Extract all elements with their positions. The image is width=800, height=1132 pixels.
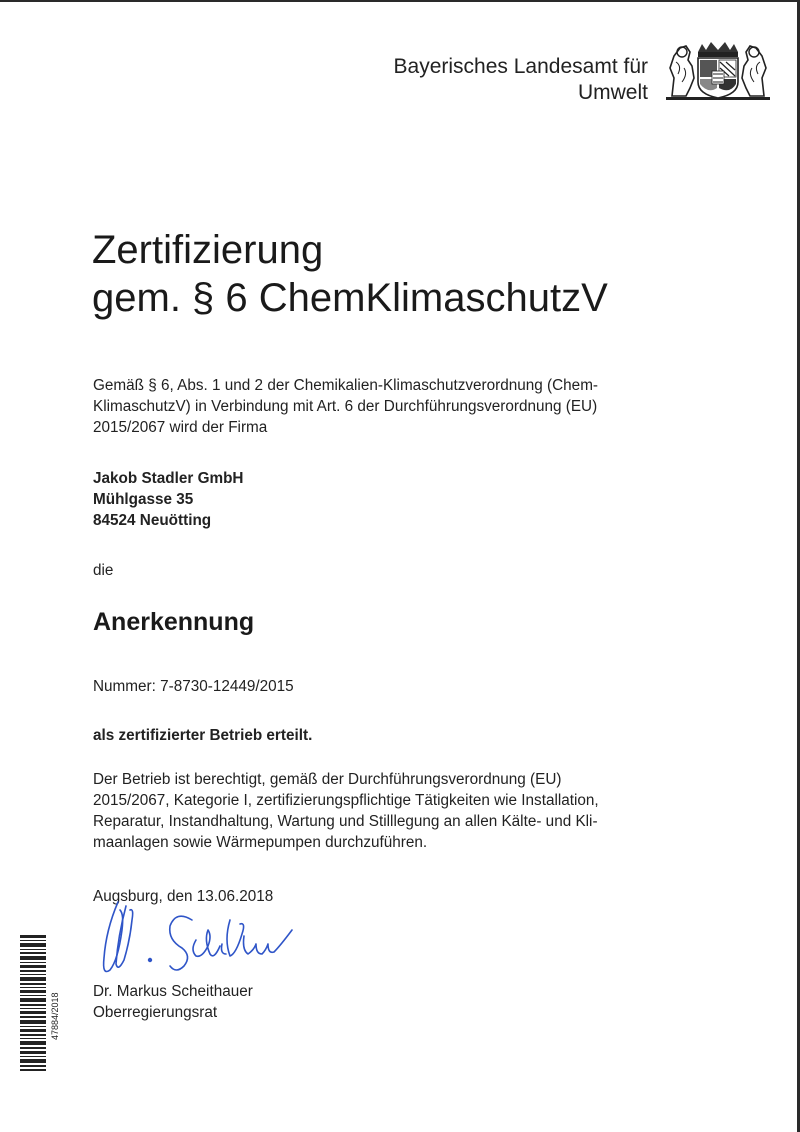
barcode-number: 47884/2018	[50, 992, 60, 1040]
company-name: Jakob Stadler GmbH	[93, 470, 244, 487]
title-line-1: Zertifizierung	[92, 228, 324, 272]
paragraph-line: Der Betrieb ist berechtigt, gemäß der Durchführungsverordnung (EU)	[93, 771, 562, 788]
paragraph-line: Reparatur, Instandhaltung, Wartung und Stilllegung an allen Kälte- und Kli-	[93, 813, 598, 830]
granted-statement: als zertifizierter Betrieb erteilt.	[93, 727, 313, 744]
authority-line-2: Umwelt	[577, 81, 648, 104]
permission-paragraph	[93, 769, 599, 853]
handwritten-signature-icon	[96, 900, 296, 982]
paragraph-line: Gemäß § 6, Abs. 1 und 2 der Chemikalien-Klimaschutzverordnung (Chem-	[93, 377, 599, 394]
document-title	[92, 226, 608, 322]
coat-of-arms-icon	[664, 38, 772, 102]
company-city: 84524 Neuötting	[93, 512, 212, 529]
authority-line-1: Bayerisches Landesamt für	[393, 55, 648, 78]
legal-basis-paragraph	[93, 375, 598, 438]
issuing-authority	[394, 54, 648, 106]
scan-border-top	[0, 0, 800, 2]
article-text: die	[93, 562, 114, 579]
recognition-heading: Anerkennung	[93, 608, 255, 636]
paragraph-line: maanlagen sowie Wärmepumpen durchzuführen.	[93, 834, 428, 851]
paragraph-line: KlimaschutzV) in Verbindung mit Art. 6 der Durchführungsverordnung (EU)	[93, 398, 598, 415]
paragraph-line: 2015/2067, Kategorie I, zertifizierungspflichtige Tätigkeiten wie Installation,	[93, 792, 599, 809]
certificate-number: Nummer: 7-8730-12449/2015	[93, 678, 294, 695]
signer-block	[93, 981, 253, 1023]
company-address	[93, 468, 243, 531]
title-line-2: gem. § 6 ChemKlimaschutzV	[92, 276, 608, 320]
barcode-icon	[20, 935, 46, 1071]
signer-title: Oberregierungsrat	[93, 1004, 218, 1021]
company-street: Mühlgasse 35	[93, 491, 194, 508]
paragraph-line: 2015/2067 wird der Firma	[93, 419, 268, 436]
signer-name: Dr. Markus Scheithauer	[93, 983, 253, 1000]
place-and-date: Augsburg, den 13.06.2018	[93, 888, 274, 905]
